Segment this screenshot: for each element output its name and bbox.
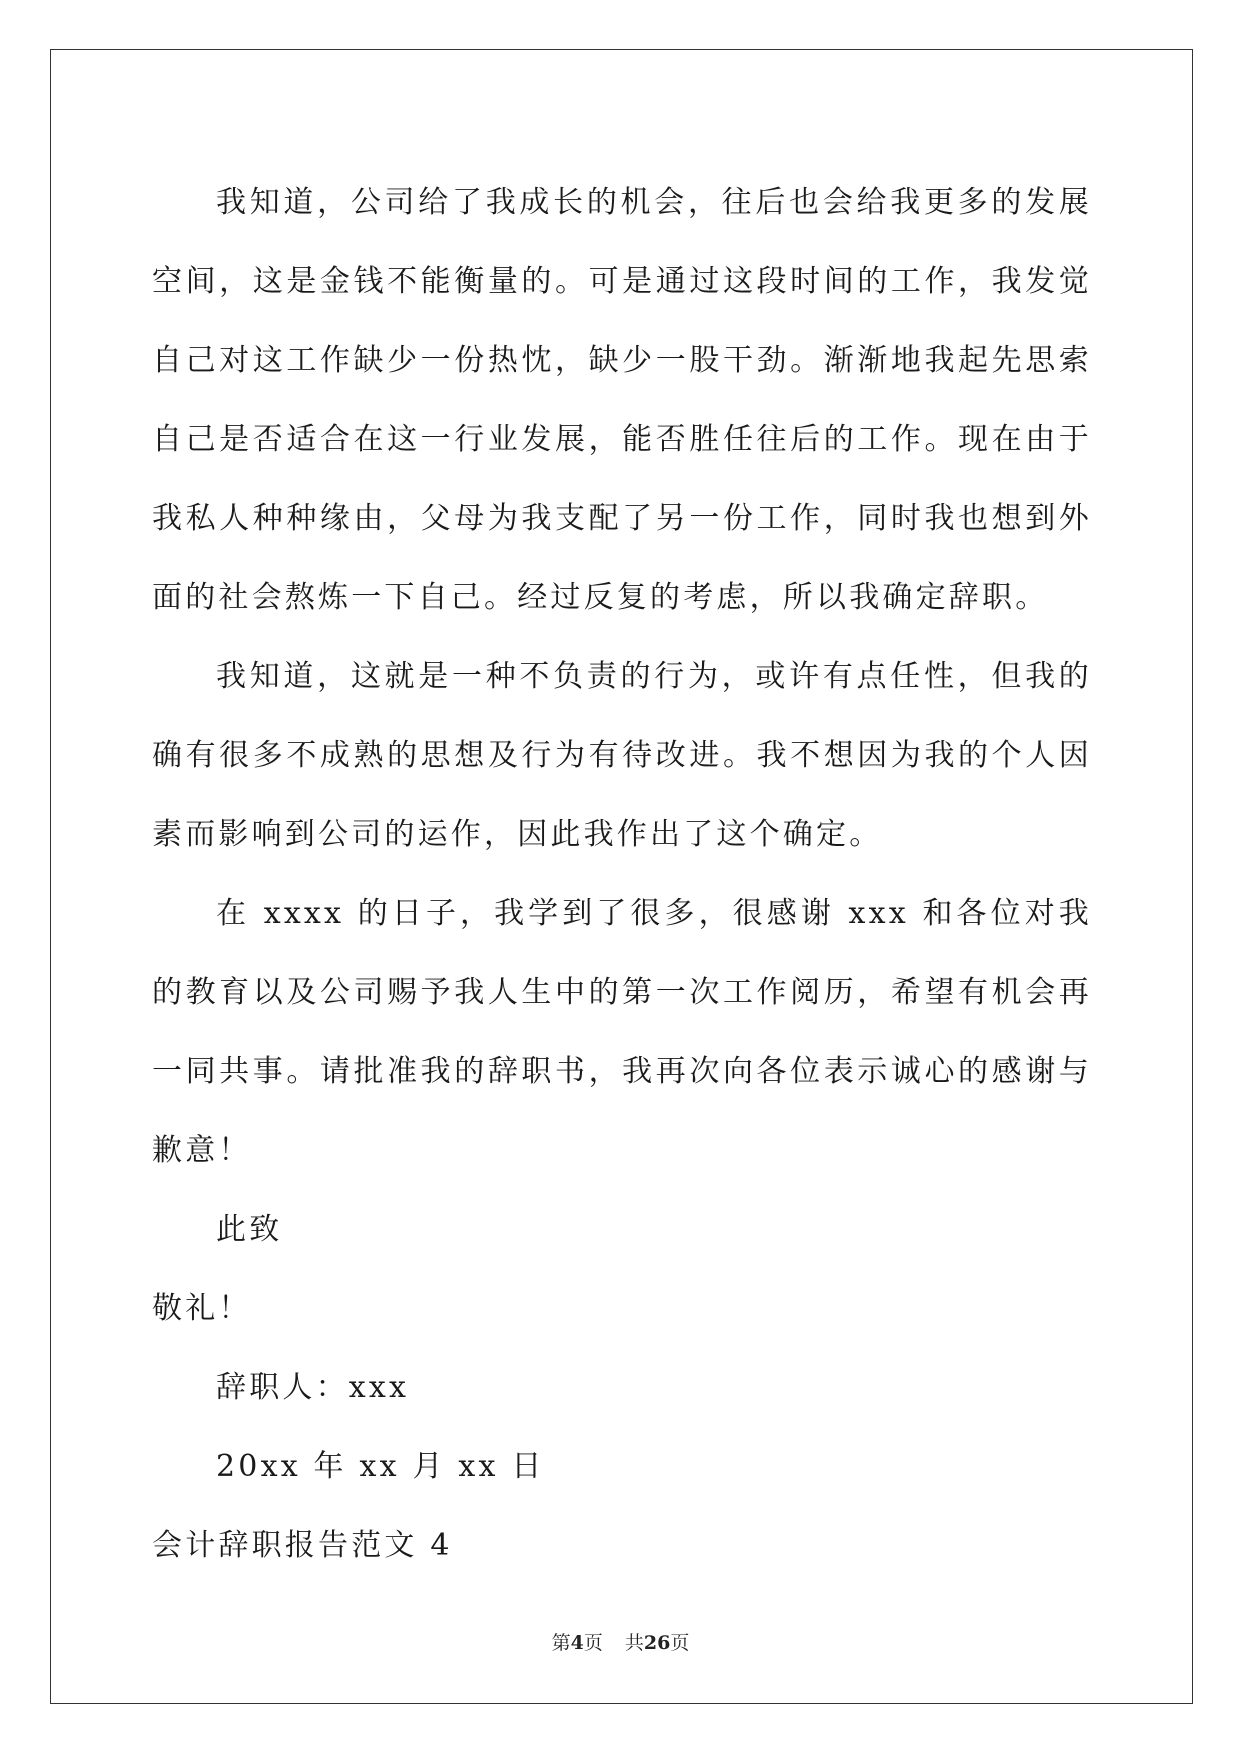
closing-phrase: 此致: [216, 1212, 283, 1247]
paragraph-2: 我知道，这就是一种不负责的行为，或许有点任性，但我的确有很多不成熟的思想及行为有待改进。我不想因为我的个人因素而影响到公司的运作，因此我作出了这个确定。: [152, 659, 1092, 852]
page-prefix: 第: [551, 1632, 571, 1654]
date-line: 20xx 年 xx 月 xx 日: [216, 1449, 545, 1484]
document-body: [152, 163, 1092, 1585]
total-suffix: 页: [670, 1632, 690, 1654]
page-footer: [0, 1628, 1241, 1655]
page-number: 4: [570, 1632, 584, 1654]
paragraph-3: 在 xxxx 的日子，我学到了很多，很感谢 xxx 和各位对我的教育以及公司赐予我人生中的第一次工作阅历，希望有机会再一同共事。请批准我的辞职书，我再次向各位表示诚心的感谢与歉意！: [152, 896, 1092, 1168]
total-prefix: 共: [624, 1632, 644, 1654]
next-section-heading: 会计辞职报告范文 4: [152, 1528, 453, 1563]
signature-line: 辞职人：xxx: [216, 1370, 410, 1405]
salutation: 敬礼！: [152, 1291, 252, 1326]
page-suffix: 页: [583, 1632, 603, 1654]
paragraph-1: 我知道，公司给了我成长的机会，往后也会给我更多的发展空间，这是金钱不能衡量的。可是通过这段时间的工作，我发觉自己对这工作缺少一份热忱，缺少一股干劲。渐渐地我起先思索自己是否适合在这一行业发展，能否胜任往后的工作。现在由于我私人种种缘由，父母为我支配了另一份工作，同时我也想到外面的社会熬炼一下自己。经过反复的考虑，所以我确定辞职。: [152, 185, 1092, 615]
total-pages: 26: [643, 1632, 671, 1654]
